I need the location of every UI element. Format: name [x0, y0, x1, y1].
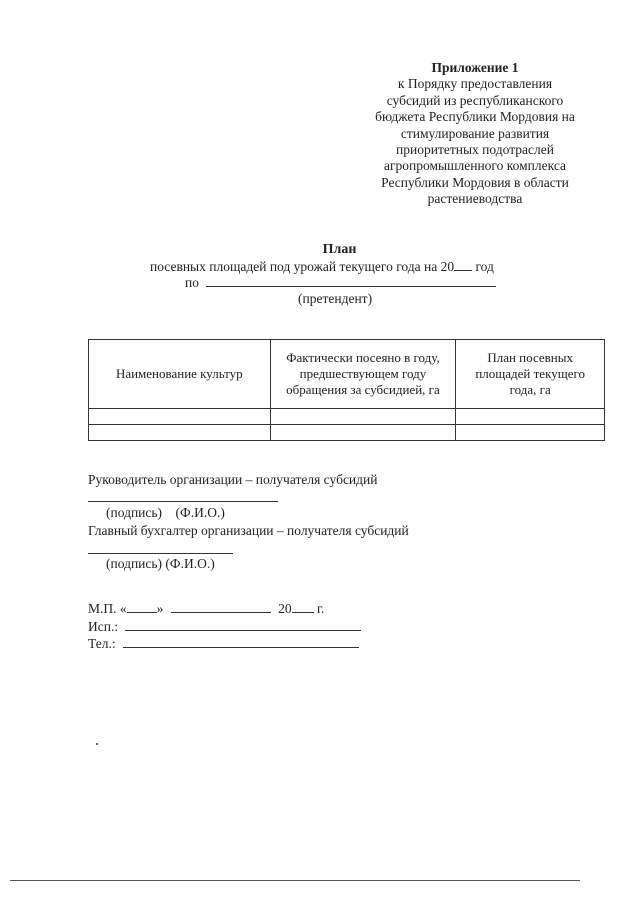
head-signature-caption: (подпись) (Ф.И.О.) [106, 505, 225, 520]
page-bottom-rule [10, 880, 580, 881]
month-blank [171, 600, 271, 613]
appendix-block [355, 60, 595, 208]
appendix-line: агропромышленного комплекса [384, 158, 566, 174]
table-header-row [89, 340, 605, 409]
claimant-blank [206, 274, 496, 287]
appendix-line: бюджета Республики Мордовия на [375, 109, 575, 125]
phone-label: Тел.: [88, 636, 116, 651]
quote-close: » [156, 601, 164, 616]
head-signature-label: Руководитель организации – получателя субсидий [88, 472, 378, 487]
accountant-signature-label: Главный бухгалтер организации – получателя субсидий [88, 523, 409, 538]
plan-subtitle [150, 258, 494, 275]
executor-line [88, 618, 361, 635]
accountant-signature-caption: (подпись) (Ф.И.О.) [106, 556, 215, 571]
accountant-signature-line [88, 553, 233, 554]
appendix-line: растениеводства [427, 191, 523, 207]
plan-table [88, 339, 605, 441]
phone-line [88, 635, 359, 652]
table-cell [270, 425, 456, 441]
year-blank [454, 258, 472, 271]
table-cell [456, 409, 605, 425]
appendix-line: Республики Мордовия в области [381, 174, 569, 190]
scan-speck [96, 743, 98, 745]
po-label: по [185, 275, 199, 290]
table-cell [270, 409, 456, 425]
phone-blank [123, 635, 359, 648]
col-header-sown-previous-year: Фактически посеяно в году, предшествующем году обращения за субсидией, га [270, 340, 456, 409]
table-cell [89, 409, 271, 425]
appendix-heading: Приложение 1 [431, 60, 519, 75]
year-suffix: г. [317, 601, 325, 616]
head-signature-line [88, 501, 278, 502]
appendix-line: стимулирование развития [400, 125, 550, 141]
table-cell [456, 425, 605, 441]
table-cell [89, 425, 271, 441]
stamp-label: М.П. « [88, 601, 127, 616]
claimant-caption: (претендент) [298, 291, 373, 306]
year-prefix: 20 [278, 601, 292, 616]
claimant-line [185, 274, 496, 291]
col-header-crop: Наименование культур [89, 340, 271, 409]
executor-blank [125, 618, 361, 631]
subtitle-text: посевных площадей под урожай текущего года на 20 [150, 259, 455, 274]
executor-label: Исп.: [88, 619, 119, 634]
subtitle-suffix: год [475, 259, 494, 274]
stamp-date-line [88, 600, 324, 617]
year-blank-footer [292, 600, 314, 613]
appendix-line: субсидий из республиканского [386, 92, 564, 108]
table-row [89, 425, 605, 441]
plan-title: План [322, 242, 357, 257]
col-header-plan-current-year: План посевных площадей текущего года, га [456, 340, 605, 409]
appendix-line: к Порядку предоставления [397, 76, 553, 92]
table-row [89, 409, 605, 425]
appendix-line: приоритетных подотраслей [396, 142, 554, 158]
day-blank [127, 600, 157, 613]
